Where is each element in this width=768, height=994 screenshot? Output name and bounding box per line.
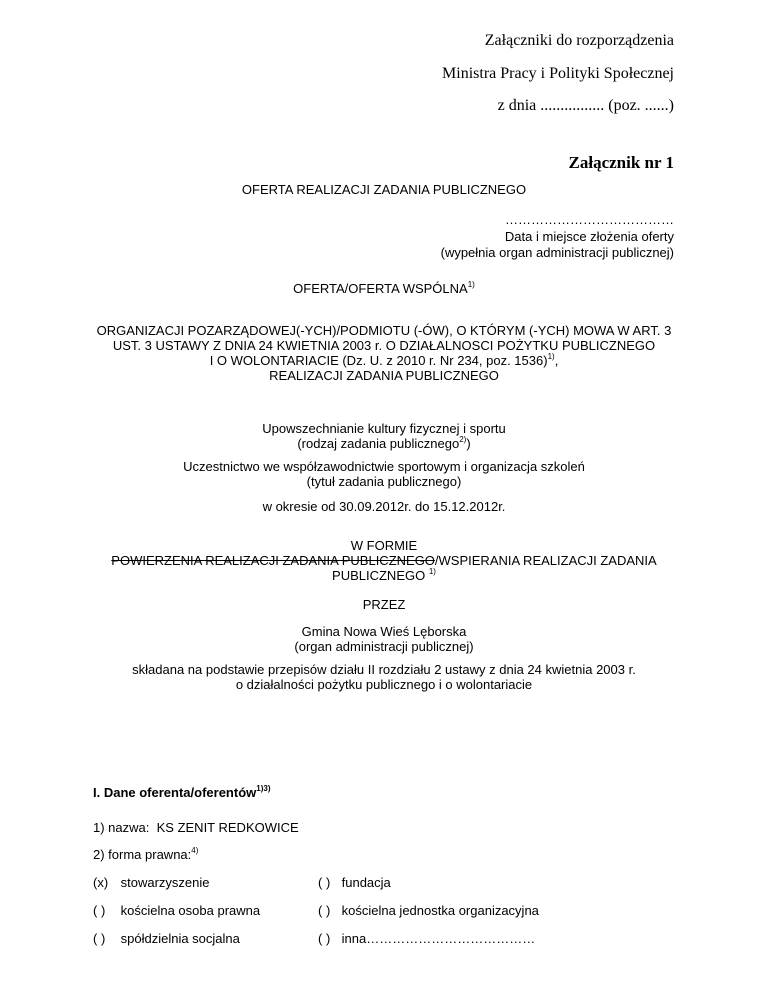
- org-line-4: REALIZACJI ZADANIA PUBLICZNEGO: [269, 368, 499, 383]
- org-line-3-footnote: 1): [547, 351, 555, 361]
- offer-type-footnote: 1): [467, 279, 475, 289]
- task-title-value: Uczestnictwo we współzawodnictwie sportowym i organizacja szkoleń: [183, 459, 585, 474]
- option-mark: ( ): [93, 903, 106, 918]
- by-heading: PRZEZ: [362, 597, 406, 612]
- task-title-label: (tytuł zadania publicznego): [306, 474, 462, 489]
- option-fundacja[interactable]: [318, 875, 391, 890]
- organization-block: [0, 323, 768, 383]
- option-koscielna-osoba-prawna[interactable]: [93, 903, 260, 918]
- date-dots: …………………………………: [505, 212, 674, 227]
- organ-name: Gmina Nowa Wieś Lęborska: [301, 624, 467, 639]
- option-label: fundacja: [341, 875, 391, 890]
- option-label: kościelna jednostka organizacyjna: [341, 903, 539, 918]
- option-spoldzielnia-socjalna[interactable]: [93, 931, 240, 946]
- legal-form-label: 2) forma prawna:$^{4)}$: [93, 845, 199, 862]
- form-line-1: [0, 553, 768, 568]
- offeror-name-value: KS ZENIT REDKOWICE: [156, 820, 299, 835]
- task-kind-label: (rodzaj zadania publicznego$^{2)}$): [297, 434, 471, 451]
- date-label: Data i miejsce złożenia oferty: [504, 229, 674, 244]
- offeror-name-label: 1) nazwa:: [93, 820, 150, 835]
- org-line-1: ORGANIZACJI POZARZĄDOWEJ(-YCH)/PODMIOTU (-ÓW), O KTÓRYM (-YCH) MOWA W ART. 3: [96, 323, 672, 338]
- offeror-name-field: [93, 820, 299, 835]
- form-block: [0, 538, 768, 583]
- ministry-name: Ministra Pracy i Polityki Społecznej: [442, 65, 674, 82]
- option-mark: (x): [93, 875, 109, 890]
- annex-number: Załącznik nr 1: [568, 153, 674, 172]
- date-note: (wypełnia organ administracji publicznej): [440, 245, 674, 260]
- organ-label: (organ administracji publicznej): [294, 639, 474, 654]
- document-title: OFERTA REALIZACJI ZADANIA PUBLICZNEGO: [241, 182, 527, 197]
- option-stowarzyszenie[interactable]: [93, 875, 210, 890]
- option-label: inna…………………………………: [341, 931, 536, 946]
- form-selected-text: /WSPIERANIA REALIZACJI ZADANIA: [434, 553, 657, 568]
- offer-type: [0, 281, 768, 296]
- section-1-heading: I. Dane oferenta/oferentów$^{1)3)}$: [93, 783, 271, 800]
- option-label: stowarzyszenie: [120, 875, 210, 890]
- task-title-block: [0, 459, 768, 489]
- regulation-date-line: z dnia ................ (poz. ......): [497, 97, 674, 114]
- option-mark: ( ): [318, 903, 331, 918]
- option-koscielna-jednostka[interactable]: [318, 903, 539, 918]
- regulation-annex-header: Załączniki do rozporządzenia: [484, 32, 674, 49]
- org-line-3: I O WOLONTARIACIE (Dz. U. z 2010 r. Nr 234, poz. 1536)$^{1)}$,: [209, 351, 559, 368]
- form-heading: W FORMIE: [350, 538, 418, 553]
- task-period: w okresie od 30.09.2012r. do 15.12.2012r.: [262, 499, 506, 514]
- legal-basis-line-1: składana na podstawie przepisów działu II rozdziału 2 ustawy z dnia 24 kwietnia 2003 r.: [132, 662, 636, 677]
- offer-type-text: OFERTA/OFERTA WSPÓLNA: [293, 281, 468, 296]
- option-label: spółdzielnia socjalna: [120, 931, 240, 946]
- org-line-2: UST. 3 USTAWY Z DNIA 24 KWIETNIA 2003 r. O DZIAŁALNOSCI POŻYTKU PUBLICZNEGO: [112, 338, 656, 353]
- task-kind-block: [0, 421, 768, 451]
- option-mark: ( ): [318, 931, 331, 946]
- form-line-2: PUBLICZNEGO $^{1)}$: [332, 566, 436, 583]
- legal-basis: [0, 662, 768, 692]
- organ-block: [0, 624, 768, 654]
- task-kind-value: Upowszechnianie kultury fizycznej i sportu: [262, 421, 506, 436]
- legal-basis-line-2: o działalności pożytku publicznego i o wolontariacie: [235, 677, 533, 692]
- option-mark: ( ): [93, 931, 106, 946]
- form-struck-text: POWIERZENIA REALIZACJI ZADANIA PUBLICZNEGO: [111, 553, 435, 568]
- option-inna[interactable]: [318, 931, 535, 946]
- option-mark: ( ): [318, 875, 331, 890]
- option-label: kościelna osoba prawna: [120, 903, 261, 918]
